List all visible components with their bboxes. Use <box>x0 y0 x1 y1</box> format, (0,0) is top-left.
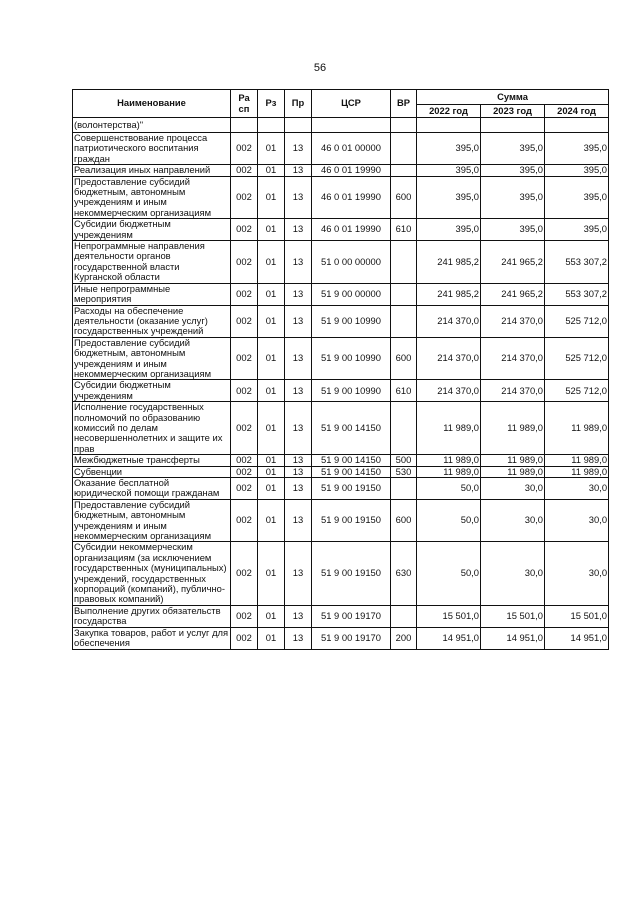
header-year-2024: 2024 год <box>545 105 609 118</box>
row-pr: 13 <box>285 219 312 241</box>
row-sum-2023: 30,0 <box>481 542 545 605</box>
row-rz: 01 <box>258 605 285 627</box>
row-sum-2024: 30,0 <box>545 499 609 542</box>
row-sum-2022: 395,0 <box>417 219 481 241</box>
row-rasp: 002 <box>231 402 258 455</box>
table-row <box>73 605 609 627</box>
row-pr: 13 <box>285 305 312 337</box>
row-sum-2024: 14 951,0 <box>545 627 609 649</box>
row-sum-2022: 395,0 <box>417 176 481 219</box>
row-vr <box>391 402 417 455</box>
row-name: Исполнение государственных полномочий по образованию комиссий по делам несовершеннолетних и защите их прав <box>73 402 231 455</box>
page-number: 56 <box>313 62 327 74</box>
row-name: Расходы на обеспечение деятельности (оказание услуг) государственных учреждений <box>73 305 231 337</box>
row-sum-2024: 11 989,0 <box>545 455 609 466</box>
table-row <box>73 241 609 284</box>
row-rasp: 002 <box>231 380 258 402</box>
row-sum-2022: 395,0 <box>417 165 481 176</box>
row-rasp: 002 <box>231 283 258 305</box>
row-sum-2024: 395,0 <box>545 133 609 165</box>
row-pr: 13 <box>285 283 312 305</box>
continued-text: (волонтерства)" <box>73 118 231 133</box>
row-vr <box>391 133 417 165</box>
row-vr: 610 <box>391 380 417 402</box>
row-csr: 46 0 01 00000 <box>312 133 391 165</box>
header-year-2022: 2022 год <box>417 105 481 118</box>
row-rasp: 002 <box>231 627 258 649</box>
row-sum-2023: 214 370,0 <box>481 380 545 402</box>
row-sum-2022: 241 985,2 <box>417 283 481 305</box>
row-rz: 01 <box>258 380 285 402</box>
row-sum-2024: 525 712,0 <box>545 380 609 402</box>
table-row <box>73 455 609 466</box>
table-row <box>73 402 609 455</box>
row-rz: 01 <box>258 627 285 649</box>
row-sum-2023: 395,0 <box>481 165 545 176</box>
row-rz: 01 <box>258 219 285 241</box>
row-vr <box>391 165 417 176</box>
row-csr: 51 9 00 19150 <box>312 542 391 605</box>
row-sum-2022: 50,0 <box>417 499 481 542</box>
row-rasp: 002 <box>231 455 258 466</box>
row-rz: 01 <box>258 337 285 380</box>
row-name: Субсидии бюджетным учреждениям <box>73 219 231 241</box>
row-rz: 01 <box>258 499 285 542</box>
row-sum-2022: 241 985,2 <box>417 241 481 284</box>
row-sum-2023: 30,0 <box>481 499 545 542</box>
header-row-top <box>73 90 609 105</box>
row-sum-2023: 11 989,0 <box>481 402 545 455</box>
row-vr <box>391 283 417 305</box>
budget-table <box>72 89 609 650</box>
row-rasp: 002 <box>231 133 258 165</box>
row-vr: 630 <box>391 542 417 605</box>
table-row <box>73 133 609 165</box>
row-rasp: 002 <box>231 219 258 241</box>
row-sum-2023: 395,0 <box>481 133 545 165</box>
row-csr: 51 9 00 19150 <box>312 478 391 500</box>
row-pr: 13 <box>285 627 312 649</box>
row-rz: 01 <box>258 466 285 477</box>
row-sum-2022: 15 501,0 <box>417 605 481 627</box>
row-rz: 01 <box>258 165 285 176</box>
row-rz: 01 <box>258 542 285 605</box>
row-name: Оказание бесплатной юридической помощи гражданам <box>73 478 231 500</box>
row-csr: 51 9 00 10990 <box>312 305 391 337</box>
row-pr: 13 <box>285 133 312 165</box>
row-pr: 13 <box>285 337 312 380</box>
row-vr: 500 <box>391 455 417 466</box>
row-name: Предоставление субсидий бюджетным, автономным учреждениям и иным некоммерческим организациям <box>73 499 231 542</box>
row-name: Иные непрограммные мероприятия <box>73 283 231 305</box>
row-csr: 51 9 00 14150 <box>312 455 391 466</box>
row-sum-2024: 30,0 <box>545 478 609 500</box>
row-name: Предоставление субсидий бюджетным, автономным учреждениям и иным некоммерческим организациям <box>73 176 231 219</box>
row-name: Субвенции <box>73 466 231 477</box>
row-sum-2023: 30,0 <box>481 478 545 500</box>
row-sum-2024: 395,0 <box>545 219 609 241</box>
table-row <box>73 305 609 337</box>
row-csr: 46 0 01 19990 <box>312 176 391 219</box>
row-csr: 51 9 00 00000 <box>312 283 391 305</box>
table-row <box>73 219 609 241</box>
header-rz: Рз <box>258 90 285 118</box>
row-sum-2024: 30,0 <box>545 542 609 605</box>
row-rasp: 002 <box>231 241 258 284</box>
row-sum-2024: 395,0 <box>545 176 609 219</box>
table-row <box>73 478 609 500</box>
row-name: Закупка товаров, работ и услуг для обеспечения <box>73 627 231 649</box>
row-rz: 01 <box>258 478 285 500</box>
table-row <box>73 499 609 542</box>
row-pr: 13 <box>285 455 312 466</box>
row-sum-2023: 11 989,0 <box>481 466 545 477</box>
row-sum-2022: 11 989,0 <box>417 455 481 466</box>
row-rasp: 002 <box>231 337 258 380</box>
row-vr <box>391 241 417 284</box>
row-sum-2022: 50,0 <box>417 542 481 605</box>
row-csr: 51 9 00 10990 <box>312 337 391 380</box>
row-sum-2023: 14 951,0 <box>481 627 545 649</box>
row-rz: 01 <box>258 241 285 284</box>
row-vr <box>391 478 417 500</box>
row-csr: 51 9 00 19150 <box>312 499 391 542</box>
continued-row <box>73 118 609 133</box>
row-vr: 610 <box>391 219 417 241</box>
row-rz: 01 <box>258 283 285 305</box>
row-sum-2024: 525 712,0 <box>545 305 609 337</box>
row-sum-2024: 553 307,2 <box>545 283 609 305</box>
row-name: Совершенствование процесса патриотического воспитания граждан <box>73 133 231 165</box>
row-sum-2024: 15 501,0 <box>545 605 609 627</box>
row-pr: 13 <box>285 380 312 402</box>
row-pr: 13 <box>285 241 312 284</box>
row-rasp: 002 <box>231 165 258 176</box>
row-sum-2023: 241 965,2 <box>481 241 545 284</box>
row-rz: 01 <box>258 455 285 466</box>
row-pr: 13 <box>285 478 312 500</box>
row-rasp: 002 <box>231 305 258 337</box>
row-rasp: 002 <box>231 466 258 477</box>
header-rasp: Ра сп <box>231 90 258 118</box>
header-name: Наименование <box>73 90 231 118</box>
row-csr: 51 9 00 19170 <box>312 605 391 627</box>
row-csr: 51 9 00 19170 <box>312 627 391 649</box>
row-csr: 51 9 00 14150 <box>312 402 391 455</box>
row-sum-2022: 11 989,0 <box>417 402 481 455</box>
row-sum-2023: 15 501,0 <box>481 605 545 627</box>
header-sum: Сумма <box>417 90 609 105</box>
row-rz: 01 <box>258 402 285 455</box>
row-pr: 13 <box>285 402 312 455</box>
row-sum-2024: 11 989,0 <box>545 466 609 477</box>
table-row <box>73 337 609 380</box>
row-csr: 51 9 00 10990 <box>312 380 391 402</box>
row-sum-2023: 241 965,2 <box>481 283 545 305</box>
row-csr: 51 9 00 14150 <box>312 466 391 477</box>
row-pr: 13 <box>285 542 312 605</box>
row-sum-2023: 395,0 <box>481 219 545 241</box>
row-vr <box>391 605 417 627</box>
table-row <box>73 627 609 649</box>
row-pr: 13 <box>285 466 312 477</box>
header-csr: ЦСР <box>312 90 391 118</box>
row-csr: 46 0 01 19990 <box>312 219 391 241</box>
row-rasp: 002 <box>231 499 258 542</box>
row-csr: 46 0 01 19990 <box>312 165 391 176</box>
row-sum-2022: 50,0 <box>417 478 481 500</box>
row-name: Субсидии бюджетным учреждениям <box>73 380 231 402</box>
row-name: Предоставление субсидий бюджетным, автономным учреждениям и иным некоммерческим организациям <box>73 337 231 380</box>
header-vr: ВР <box>391 90 417 118</box>
row-sum-2024: 525 712,0 <box>545 337 609 380</box>
header-pr: Пр <box>285 90 312 118</box>
row-sum-2022: 14 951,0 <box>417 627 481 649</box>
row-name: Непрограммные направления деятельности органов государственной власти Курганской области <box>73 241 231 284</box>
row-rasp: 002 <box>231 176 258 219</box>
row-vr: 600 <box>391 176 417 219</box>
row-csr: 51 0 00 00000 <box>312 241 391 284</box>
table-row <box>73 542 609 605</box>
row-name: Выполнение других обязательств государства <box>73 605 231 627</box>
table-row <box>73 466 609 477</box>
row-sum-2022: 395,0 <box>417 133 481 165</box>
table-row <box>73 283 609 305</box>
row-rasp: 002 <box>231 478 258 500</box>
row-vr: 200 <box>391 627 417 649</box>
row-sum-2022: 214 370,0 <box>417 337 481 380</box>
row-rasp: 002 <box>231 542 258 605</box>
row-vr: 530 <box>391 466 417 477</box>
row-vr: 600 <box>391 337 417 380</box>
row-name: Реализация иных направлений <box>73 165 231 176</box>
table-row <box>73 380 609 402</box>
row-vr: 600 <box>391 499 417 542</box>
row-pr: 13 <box>285 176 312 219</box>
row-pr: 13 <box>285 499 312 542</box>
row-sum-2022: 214 370,0 <box>417 380 481 402</box>
row-sum-2024: 11 989,0 <box>545 402 609 455</box>
row-rz: 01 <box>258 305 285 337</box>
row-vr <box>391 305 417 337</box>
row-rz: 01 <box>258 133 285 165</box>
row-name: Субсидии некоммерческим организациям (за исключением государственных (муниципальных) учреждений, государственных корпораций (компаний), публично-правовых компаний) <box>73 542 231 605</box>
header-year-2023: 2023 год <box>481 105 545 118</box>
table-row <box>73 165 609 176</box>
row-sum-2024: 553 307,2 <box>545 241 609 284</box>
row-pr: 13 <box>285 605 312 627</box>
row-sum-2022: 11 989,0 <box>417 466 481 477</box>
row-rz: 01 <box>258 176 285 219</box>
row-sum-2023: 214 370,0 <box>481 305 545 337</box>
row-rasp: 002 <box>231 605 258 627</box>
row-sum-2023: 11 989,0 <box>481 455 545 466</box>
row-sum-2023: 395,0 <box>481 176 545 219</box>
row-sum-2023: 214 370,0 <box>481 337 545 380</box>
row-sum-2024: 395,0 <box>545 165 609 176</box>
row-pr: 13 <box>285 165 312 176</box>
row-name: Межбюджетные трансферты <box>73 455 231 466</box>
row-sum-2022: 214 370,0 <box>417 305 481 337</box>
table-row <box>73 176 609 219</box>
